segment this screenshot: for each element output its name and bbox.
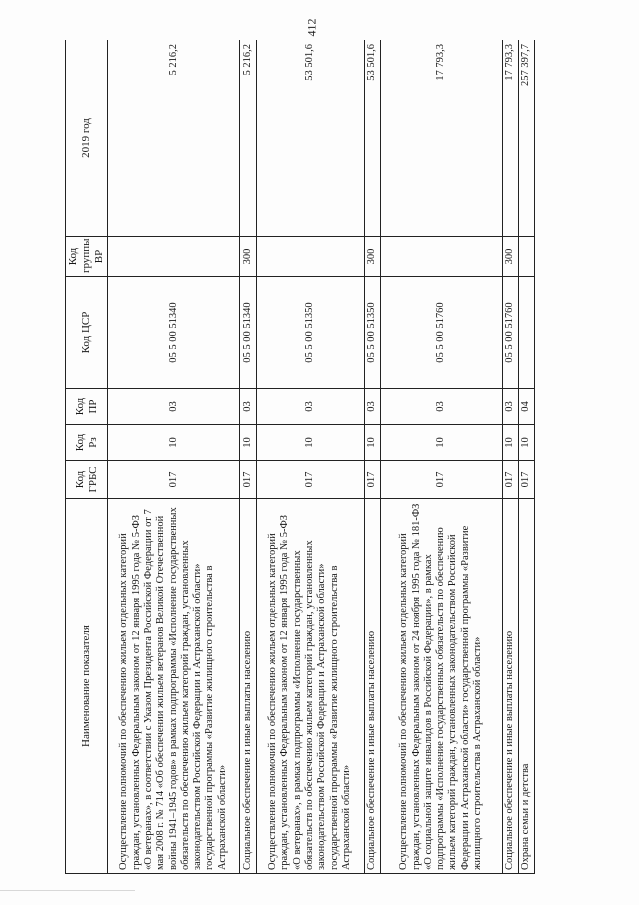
vr-code-cell xyxy=(380,237,502,277)
table-row xyxy=(108,40,240,874)
budget-table-wrapper xyxy=(65,40,535,874)
csr-code-cell: 05 5 00 51350 xyxy=(256,277,364,389)
csr-code-cell xyxy=(518,277,534,389)
indicator-name-cell: Социальное обеспечение и иные выплаты населению xyxy=(240,499,256,874)
header-rz-code: Код Рз xyxy=(66,425,108,461)
header-pr-code: Код ПР xyxy=(66,389,108,425)
table-row xyxy=(256,40,364,874)
indicator-name-cell: Охрана семьи и детства xyxy=(518,499,534,874)
vr-code-cell: 300 xyxy=(240,237,256,277)
grbs-code-cell: 017 xyxy=(240,461,256,499)
rz-code-cell: 10 xyxy=(380,425,502,461)
vr-code-cell xyxy=(518,237,534,277)
amount-cell: 53 501,6 xyxy=(256,40,364,237)
pr-code-cell: 03 xyxy=(240,389,256,425)
pr-code-cell: 03 xyxy=(256,389,364,425)
page-number: 412 xyxy=(304,18,319,36)
table-row xyxy=(502,40,518,874)
rz-code-cell: 10 xyxy=(256,425,364,461)
table-row xyxy=(380,40,502,874)
indicator-name-cell: Социальное обеспечение и иные выплаты населению xyxy=(502,499,518,874)
amount-cell: 17 793,3 xyxy=(502,40,518,237)
amount-cell: 257 397,7 xyxy=(518,40,534,237)
table-row xyxy=(518,40,534,874)
csr-code-cell: 05 5 00 51760 xyxy=(502,277,518,389)
vr-code-cell: 300 xyxy=(364,237,380,277)
pr-code-cell: 03 xyxy=(380,389,502,425)
table-row xyxy=(240,40,256,874)
pr-code-cell: 04 xyxy=(518,389,534,425)
budget-table xyxy=(65,40,535,874)
table-header-row xyxy=(66,40,108,874)
rz-code-cell: 10 xyxy=(108,425,240,461)
csr-code-cell: 05 5 00 51760 xyxy=(380,277,502,389)
indicator-name-cell: Осуществление полномочий по обеспечению жильем отдельных категорий граждан, установленных Федеральным законом от 12 января 1995 года № 5-ФЗ «О ветеранах», в рамках подпрограммы «Исполнение государственных обязательств по обеспечению жильем категорий граждан, установленных законодательством Российской Федерации и Астраханской области» государственной программы «Развитие жилищного строительства в Астраханской области» xyxy=(256,499,364,874)
header-grbs-code: Код ГРБС xyxy=(66,461,108,499)
rz-code-cell: 10 xyxy=(364,425,380,461)
rz-code-cell: 10 xyxy=(518,425,534,461)
amount-cell: 5 216,2 xyxy=(240,40,256,237)
vr-code-cell: 300 xyxy=(502,237,518,277)
amount-cell: 17 793,3 xyxy=(380,40,502,237)
grbs-code-cell: 017 xyxy=(364,461,380,499)
header-vr-group-code: Код группы ВР xyxy=(66,237,108,277)
grbs-code-cell: 017 xyxy=(502,461,518,499)
csr-code-cell: 05 5 00 51340 xyxy=(108,277,240,389)
header-indicator-name: Наименование показателя xyxy=(66,499,108,874)
rz-code-cell: 10 xyxy=(502,425,518,461)
grbs-code-cell: 017 xyxy=(518,461,534,499)
amount-cell: 53 501,6 xyxy=(364,40,380,237)
indicator-name-cell: Социальное обеспечение и иные выплаты населению xyxy=(364,499,380,874)
rotated-table-frame xyxy=(65,40,535,874)
rz-code-cell: 10 xyxy=(240,425,256,461)
header-csr-code: Код ЦСР xyxy=(66,277,108,389)
csr-code-cell: 05 5 00 51340 xyxy=(240,277,256,389)
vr-code-cell xyxy=(256,237,364,277)
indicator-name-cell: Осуществление полномочий по обеспечению жильем отдельных категорий граждан, установленных Федеральным законом от 24 ноября 1995 года № 181-ФЗ «О социальной защите инвалидов в Российской Федерации», в рамках подпрограммы «Исполнение государственных обязательств по обеспечению жильем категорий граждан, установленных законодательством Российской Федерации и Астраханской области» государственной программы «Развитие жилищного строительства в Астраханской области» xyxy=(380,499,502,874)
pr-code-cell: 03 xyxy=(502,389,518,425)
pr-code-cell: 03 xyxy=(108,389,240,425)
scan-edge-divider xyxy=(0,890,135,891)
table-row xyxy=(364,40,380,874)
grbs-code-cell: 017 xyxy=(256,461,364,499)
amount-cell: 5 216,2 xyxy=(108,40,240,237)
vr-code-cell xyxy=(108,237,240,277)
csr-code-cell: 05 5 00 51350 xyxy=(364,277,380,389)
grbs-code-cell: 017 xyxy=(108,461,240,499)
header-year-2019: 2019 год xyxy=(66,40,108,237)
indicator-name-cell: Осуществление полномочий по обеспечению жильем отдельных категорий граждан, установленных Федеральным законом от 12 января 1995 года № 5-ФЗ «О ветеранах», в соответствии с Указом Президента Российской Федерации от 7 мая 2008 г. № 714 «Об обеспечении жильем ветеранов Великой Отечественной войны 1941–1945 годов» в рамках подпрограммы «Исполнение государственных обязательств по обеспечению жильем категорий граждан, установленных законодательством Российской Федерации и Астраханской области» государственной программы «Развитие жилищного строительства в Астраханской области» xyxy=(108,499,240,874)
pr-code-cell: 03 xyxy=(364,389,380,425)
grbs-code-cell: 017 xyxy=(380,461,502,499)
